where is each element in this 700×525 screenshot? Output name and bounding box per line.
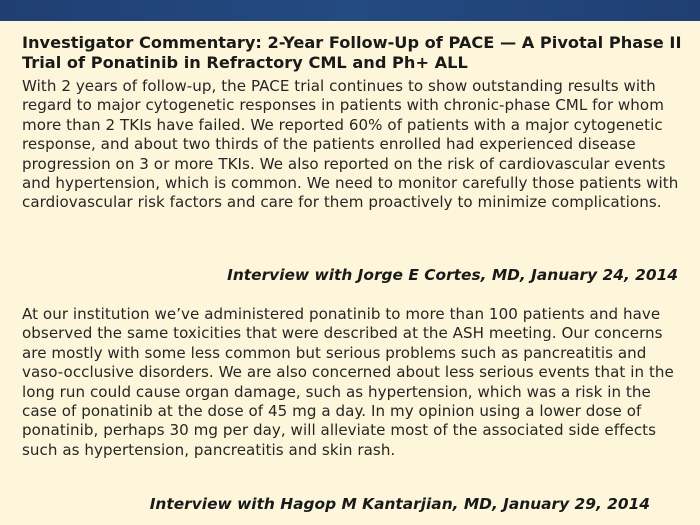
citation-kantarjian: Interview with Hagop M Kantarjian, MD, January 29, 2014 bbox=[149, 495, 650, 513]
commentary-paragraph-cortes: With 2 years of follow-up, the PACE trial continues to show outstanding results with regard to major cytogenetic responses in patients with chronic-phase CML for whom more than 2 TKIs have failed. We reported 60% of patients with a major cytogenetic response, and about two thirds of the patients enrolled had experienced disease progression on 3 or more TKIs. We also reported on the risk of cardiovascular events and hypertension, which is common. We need to monitor carefully those patients with cardiovascular risk factors and care for them proactively to minimize complications. bbox=[22, 77, 679, 212]
header-bar bbox=[0, 0, 700, 21]
slide-title: Investigator Commentary: 2-Year Follow-Up of PACE — A Pivotal Phase II Trial of Ponatinib in Refractory CML and Ph+ ALL bbox=[22, 33, 682, 72]
citation-cortes: Interview with Jorge E Cortes, MD, January 24, 2014 bbox=[227, 266, 678, 284]
slide-content bbox=[0, 21, 700, 525]
commentary-paragraph-kantarjian: At our institution we’ve administered ponatinib to more than 100 patients and have observed the same toxicities that were described at the ASH meeting. Our concerns are mostly with some less common but serious problems such as pancreatitis and vaso-occlusive disorders. We are also concerned about less serious events that in the long run could cause organ damage, such as hypertension, which was a risk in the case of ponatinib at the dose of 45 mg a day. In my opinion using a lower dose of ponatinib, perhaps 30 mg per day, will alleviate most of the associated side effects such as hypertension, pancreatitis and skin rash. bbox=[22, 305, 674, 459]
